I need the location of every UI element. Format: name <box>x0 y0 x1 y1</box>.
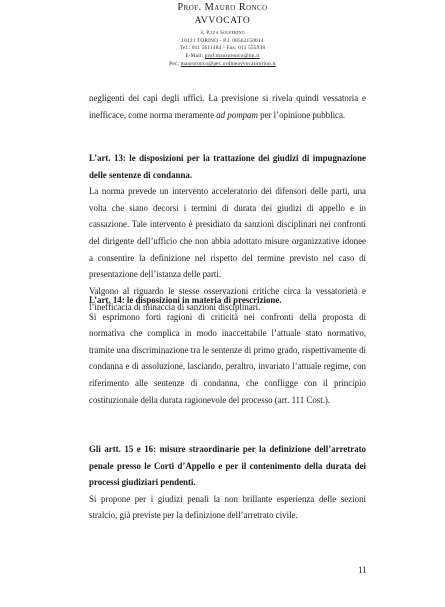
letterhead-phone: Tel.: 011 5611484 - Fax: 011 555938 <box>179 45 266 52</box>
letterhead-address-city: 10121 TORINO - P.I. 08562150014 <box>181 37 264 44</box>
paragraph-text: per l’opinione pubblica. <box>257 109 346 120</box>
intro-paragraph <box>89 90 366 123</box>
pec-label: Pec: <box>169 60 180 67</box>
letterhead-email <box>0 54 445 59</box>
page-number: 11 <box>358 565 367 575</box>
paragraph-text: negligenti dei capi degli uffici. La previsione si rivela quindi vessatoria e inefficace, come norma meramente <box>89 93 366 120</box>
section-art-15-16 <box>89 441 366 524</box>
section-heading: L’art. 14: le disposizioni in materia di prescrizione. <box>89 295 282 305</box>
letterhead-address-street: 3, P.zza Solferino <box>200 30 245 36</box>
italic-phrase: ad pompam <box>216 109 258 120</box>
section-heading: Gli artt. 15 e 16: misure straordinarie per la definizione dell’arretrato penale presso le Corti d’Appello e per il contenimento della durata dei processi giudiziari pendenti. <box>89 444 366 488</box>
section-art-14 <box>89 292 366 408</box>
email-link[interactable]: prof.mauroronco@tin.it <box>204 53 260 60</box>
paragraph: Si propone per i giudizi penali la non brillante esperienza delle sezioni stralcio, già previste per la definizione dell’arretrato civile. <box>89 493 366 521</box>
paragraph <box>89 90 366 123</box>
section-heading: L’art. 13: le disposizioni per la trattazione dei giudizi di impugnazione delle sentenze di condanna. <box>89 153 366 180</box>
letterhead <box>0 3 445 67</box>
paragraph: Valgono al riguardo le stesse osservazioni critiche circa la vessatorietà e l’inefficacia di minaccia di sanzioni disciplinari. <box>89 285 366 313</box>
letterhead-title: AVVOCATO <box>194 15 251 26</box>
paragraph: La norma prevede un intervento acceleratorio dei difensori delle parti, una volta che siano decorsi i termini di durata dei giudizi di appello e in cassazione. Tale intervento è presidiato da sanzioni disciplinari nei confronti del dirigente dell’ufficio che non abbia adottato misure organizzative idonee a consentire la definizione nel rispetto del termine previsto nel caso di presentazione dell’istanza delle parti. <box>89 186 366 280</box>
paragraph: Si esprimono forti ragioni di criticità nei confronti della proposta di normativa che complica in modo inaccettabile l’attuale stato normativo, tramite una discriminazione tra le sentenze di primo grado, rispettivamente di condanna e di assoluzione, lasciando, peraltro, invariato l’attuale regime, con riferimento alle sentenze di condanna, che confligge con il principio costituzionale della durata ragionevole del processo (art. 111 Cost.). <box>89 311 366 405</box>
email-label: E-Mail: <box>185 53 204 60</box>
letterhead-name: Prof. Mauro Ronco <box>177 2 268 13</box>
pec-link[interactable]: mauroronco@pec.ordineavvocatitorino.it <box>180 60 276 67</box>
letterhead-pec <box>0 62 445 67</box>
